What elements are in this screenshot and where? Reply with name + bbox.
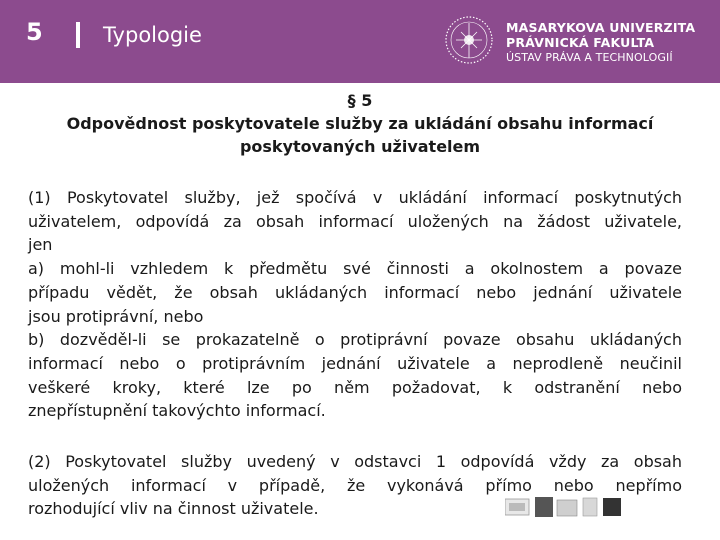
text-line: uživatelem, odpovídá za obsah informací uložených na žádost uživatele, (28, 211, 682, 231)
text-line: případu vědět, že obsah ukládaných informací nebo jednání uživatele (28, 282, 682, 302)
text-line: rozhodující vliv na činnost uživatele. (28, 499, 319, 519)
text-line: znepřístupnění takovýchto informací. (28, 401, 326, 421)
header-bar (0, 0, 720, 83)
university-line-2: PRÁVNICKÁ FAKULTA (506, 35, 655, 50)
university-seal-icon (444, 14, 494, 66)
heading-line-2: poskytovaných uživatelem (239, 137, 481, 156)
text-line: jsou protiprávní, nebo (28, 306, 204, 326)
text-line: jen (28, 235, 53, 255)
section-heading (30, 89, 690, 158)
paragraph-1 (28, 186, 682, 423)
text-line: veškeré kroky, které lze po něm požadovat, k odstranění nebo (28, 377, 682, 397)
text-line: (1) Poskytovatel služby, jež spočívá v ukládání informací poskytnutých (28, 188, 682, 207)
text-line: informací nebo o protiprávním jednání uživatele a neprodleně neučinil (28, 353, 682, 373)
university-line-3: ÚSTAV PRÁVA A TECHNOLOGIÍ (506, 51, 673, 64)
text-line: a) mohl-li vzhledem k předmětu své činnosti a okolnostem a povaze (28, 259, 682, 279)
header-divider (76, 22, 80, 48)
university-name (506, 20, 695, 65)
text-line: (2) Poskytovatel služby uvedený v odstavci 1 odpovídá vždy za obsah (28, 452, 682, 471)
paragraph-mark: § 5 (347, 91, 373, 110)
text-line: uložených informací v případě, že vykonává přímo nebo nepřímo (28, 475, 682, 495)
funding-logos-icon (505, 494, 625, 520)
section-title: Typologie (103, 23, 202, 47)
heading-line-1: Odpovědnost poskytovatele služby za ukládání obsahu informací (66, 114, 654, 133)
text-line: b) dozvěděl-li se prokazatelně o protiprávní povaze obsahu ukládaných (28, 330, 682, 350)
slide-number: 5 (26, 18, 43, 46)
university-line-1: MASARYKOVA UNIVERZITA (506, 20, 696, 35)
